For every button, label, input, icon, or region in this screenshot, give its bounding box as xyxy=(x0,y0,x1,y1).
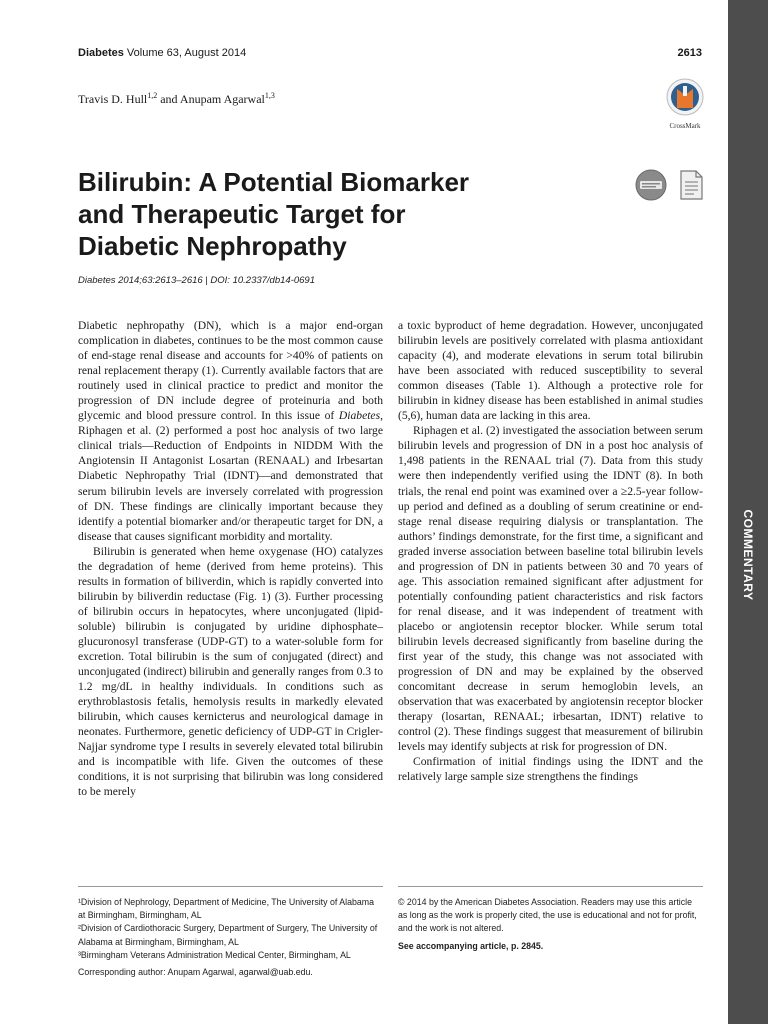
crossmark-badge[interactable] xyxy=(660,78,710,130)
author-line xyxy=(78,91,275,107)
paragraph: Bilirubin is generated when heme oxygenase (HO) catalyzes the degradation of heme (derived from heme proteins). This results in formation of biliverdin, which is rapidly converted into bilirubin by biliverdin reductase (Fig. 1) (3). Further processing of bilirubin occurs in hepatocytes, where unconjugated (lipid-soluble) bilirubin is conjugated by uridine diphosphate–glucuronosyl transferase (UDP-GT) to a water-soluble form for excretion. Total bilirubin is the sum of conjugated (direct) and unconjugated (indirect) bilirubin and generally ranges from 0.3 to 1.2 mg/dL in healthy individuals. In conditions such as erythroblastosis fetalis, hemolysis results in markedly elevated bilirubin, which causes kernicterus and neurological damage in neonates. Furthermore, genetic deficiency of UDP-GT in Crigler-Najjar syndrome type I results in severely elevated total bilirubin and is incompatible with life. Given the outcomes of these conditions, it is not surprising that bilirubin was long considered to be merely xyxy=(78,544,383,799)
journal-italic: Diabetes xyxy=(338,409,381,423)
journal-name: Diabetes xyxy=(78,47,124,59)
crossmark-label: CrossMark xyxy=(669,122,701,130)
author-1: Travis D. Hull xyxy=(78,92,148,106)
footnote-rule xyxy=(398,886,703,887)
title-line-1: Bilirubin: A Potential Biomarker xyxy=(78,167,470,197)
affiliations xyxy=(78,896,383,979)
free-access-icon[interactable] xyxy=(634,168,668,202)
paragraph: a toxic byproduct of heme degradation. However, unconjugated bilirubin levels are positively correlated with plasma antioxidant capacity (4), and moderate elevations in serum total bilirubin have been associated with reduced susceptibility to several common diseases (Table 1). Although a protective role for bilirubin in kidney disease has been established in animal studies (5,6), human data are lacking in this area. xyxy=(398,319,703,423)
paragraph: Confirmation of initial findings using the IDNT and the relatively large sample size strengthens the findings xyxy=(398,755,703,784)
paragraph: Riphagen et al. (2) investigated the association between serum bilirubin levels and progression of DN in a post hoc analysis of 1,498 patients in the RENAAL trial (7). Data from this study were then independently verified using the IDNT (8). In both trials, the renal end point was examined over a ≥2.5-year follow-up period and defined as a doubling of serum creatinine or end-stage renal disease requiring dialysis or transplantation. The authors’ findings demonstrate, for the first time, a significant and graded inverse association between baseline total bilirubin levels and progression of DN in patients between 30 and 70 years of age. This association remained significant after adjustment for potentially confounding patient characteristics and risk factors for renal disease, and it was independent of treatment with placebo or angiotensin receptor blocker. While serum total bilirubin levels decreased significantly from baseline during the first year of the study, this change was not associated with progression of DN and may be explained by the observed concomitant decrease in serum hemoglobin levels, an observation that was exacerbated by angiotensin receptor blocker therapy (losartan, RENAAL; irbesartan, IDNT) relative to control (2). These findings suggest that measurement of bilirubin levels may identify subjects at risk for progression of DN. xyxy=(398,424,703,754)
article-title xyxy=(78,166,538,262)
author-1-affil: 1,2 xyxy=(147,91,158,100)
journal-issue: Volume 63, August 2014 xyxy=(126,47,247,59)
author-2: and Anupam Agarwal xyxy=(157,92,265,106)
footnote-rule xyxy=(78,886,383,887)
affiliation: ¹Division of Nephrology, Department of Medicine, The University of Alabama at Birmingham, Birmingham, AL xyxy=(78,897,374,921)
copyright: © 2014 by the American Diabetes Association. Readers may use this article as long as the work is properly cited, the use is educational and not for profit, and the work is not altered. xyxy=(398,897,697,934)
paragraph: Diabetic nephropathy (DN), which is a major end-organ complication in diabetes, continues to be the most common cause of end-stage renal disease and accounts for >40% of patients on renal replacement therapy (1). Currently available factors that are routinely used in clinical practice to predict and monitor the progression of DN include degree of proteinuria and both glycemic and blood pressure control. In this issue of Diabetes, Riphagen et al. (2) performed a post hoc analysis of two large clinical trials—Reduction of Endpoints in NIDDM With the Angiotensin II Antagonist Losartan (RENAAL) and Irbesartan Diabetic Nephropathy Trial (IDNT)—and demonstrated that serum bilirubin levels are inversely correlated with progression of DN. These findings are clinically important because they identify a potential biomarker and/or therapeutic target for DN, a disease that causes significant morbidity and mortality. xyxy=(78,319,383,543)
affiliation: ²Division of Cardiothoracic Surgery, Department of Surgery, The University of Alabama at Birmingham, Birmingham, AL xyxy=(78,923,378,947)
crossmark-icon xyxy=(666,78,704,116)
corresponding-author: Corresponding author: Anupam Agarwal, agarwal@uab.edu. xyxy=(78,967,313,978)
document-icon[interactable] xyxy=(676,168,706,202)
body-column-left xyxy=(78,318,383,800)
author-2-affil: 1,3 xyxy=(264,91,275,100)
copyright-notes xyxy=(398,896,703,953)
see-accompanying-link[interactable]: See accompanying article, p. 2845. xyxy=(398,940,544,951)
affiliation: ³Birmingham Veterans Administration Medical Center, Birmingham, AL xyxy=(78,949,351,960)
title-line-3: Diabetic Nephropathy xyxy=(78,231,347,261)
citation-line: Diabetes 2014;63:2613–2616 | DOI: 10.2337/db14-0691 xyxy=(78,275,315,286)
title-line-2: and Therapeutic Target for xyxy=(78,199,406,229)
section-label: COMMENTARY xyxy=(741,509,755,601)
article-icons xyxy=(634,168,706,202)
page-number: 2613 xyxy=(677,47,702,59)
running-head xyxy=(78,47,246,59)
body-column-right xyxy=(398,318,703,784)
